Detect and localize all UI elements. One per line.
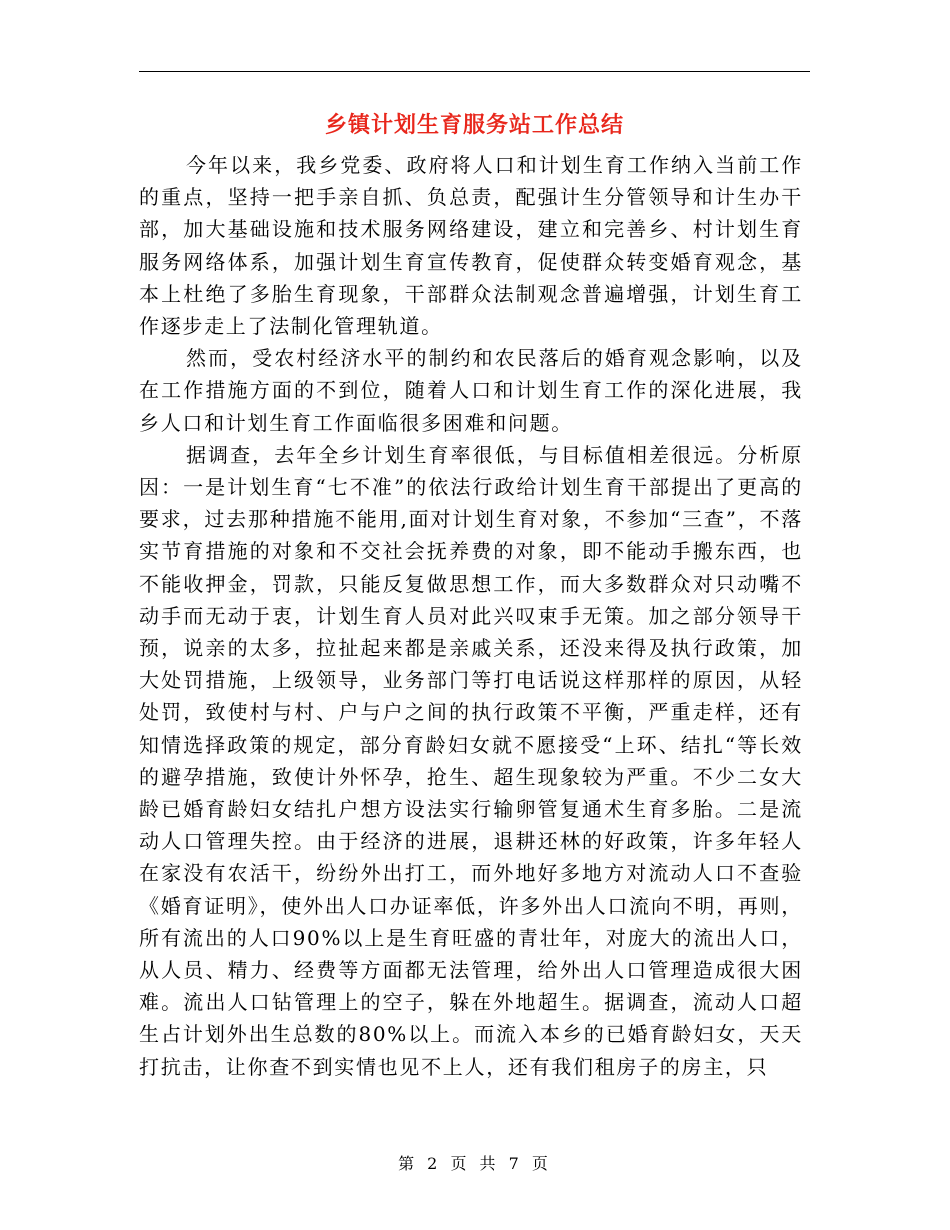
header-rule: [139, 71, 810, 72]
document-body: [139, 149, 803, 1083]
paragraph-3: 据调查，去年全乡计划生育率很低，与目标值相差很远。分析原因：一是计划生育“七不准”的依法行政给计划生育干部提出了更高的要求，过去那种措施不能用,面对计划生育对象，不参加“三查”，不落实节育措施的对象和不交社会抚养费的对象，即不能动手搬东西，也不能收押金，罚款，只能反复做思想工作，而大多数群众对只动嘴不动手而无动于衷，计划生育人员对此兴叹束手无策。加之部分领导干预，说亲的太多，拉扯起来都是亲戚关系，还没来得及执行政策，加大处罚措施，上级领导，业务部门等打电话说这样那样的原因，从轻处罚，致使村与村、户与户之间的执行政策不平衡，严重走样，还有知情选择政策的规定，部分育龄妇女就不愿接受“上环、结扎“等长效的避孕措施，致使计外怀孕，抢生、超生现象较为严重。不少二女大龄已婚育龄妇女结扎户想方设法实行输卵管复通术生育多胎。二是流动人口管理失控。由于经济的进展，退耕还林的好政策，许多年轻人在家没有农活干，纷纷外出打工，而外地好多地方对流动人口不查验《婚育证明》，使外出人口办证率低，许多外出人口流向不明，再则，所有流出的人口90%以上是生育旺盛的青壮年，对庞大的流出人口，从人员、精力、经费等方面都无法管理，给外出人口管理造成很大困难。流出人口钻管理上的空子，躲在外地超生。据调查，流动人口超生占计划外出生总数的80%以上。而流入本乡的已婚育龄妇女，天天打抗击，让你查不到实情也见不上人，还有我们租房子的房主，只: [139, 442, 803, 1079]
paragraph-2: 然而，受农村经济水平的制约和农民落后的婚育观念影响，以及在工作措施方面的不到位，随着人口和计划生育工作的深化进展，我乡人口和计划生育工作面临很多困难和问题。: [139, 346, 803, 435]
page-number: 第 2 页 共 7 页: [398, 1154, 552, 1173]
document-title: 乡镇计划生育服务站工作总结: [324, 113, 624, 138]
paragraph-1: 今年以来，我乡党委、政府将人口和计划生育工作纳入当前工作的重点，坚持一把手亲自抓、负总责，配强计生分管领导和计生办干部，加大基础设施和技术服务网络建设，建立和完善乡、村计划生育服务网络体系，加强计划生育宣传教育，促使群众转变婚育观念，基本上杜绝了多胎生育现象，干部群众法制观念普遍增强，计划生育工作逐步走上了法制化管理轨道。: [139, 153, 803, 339]
